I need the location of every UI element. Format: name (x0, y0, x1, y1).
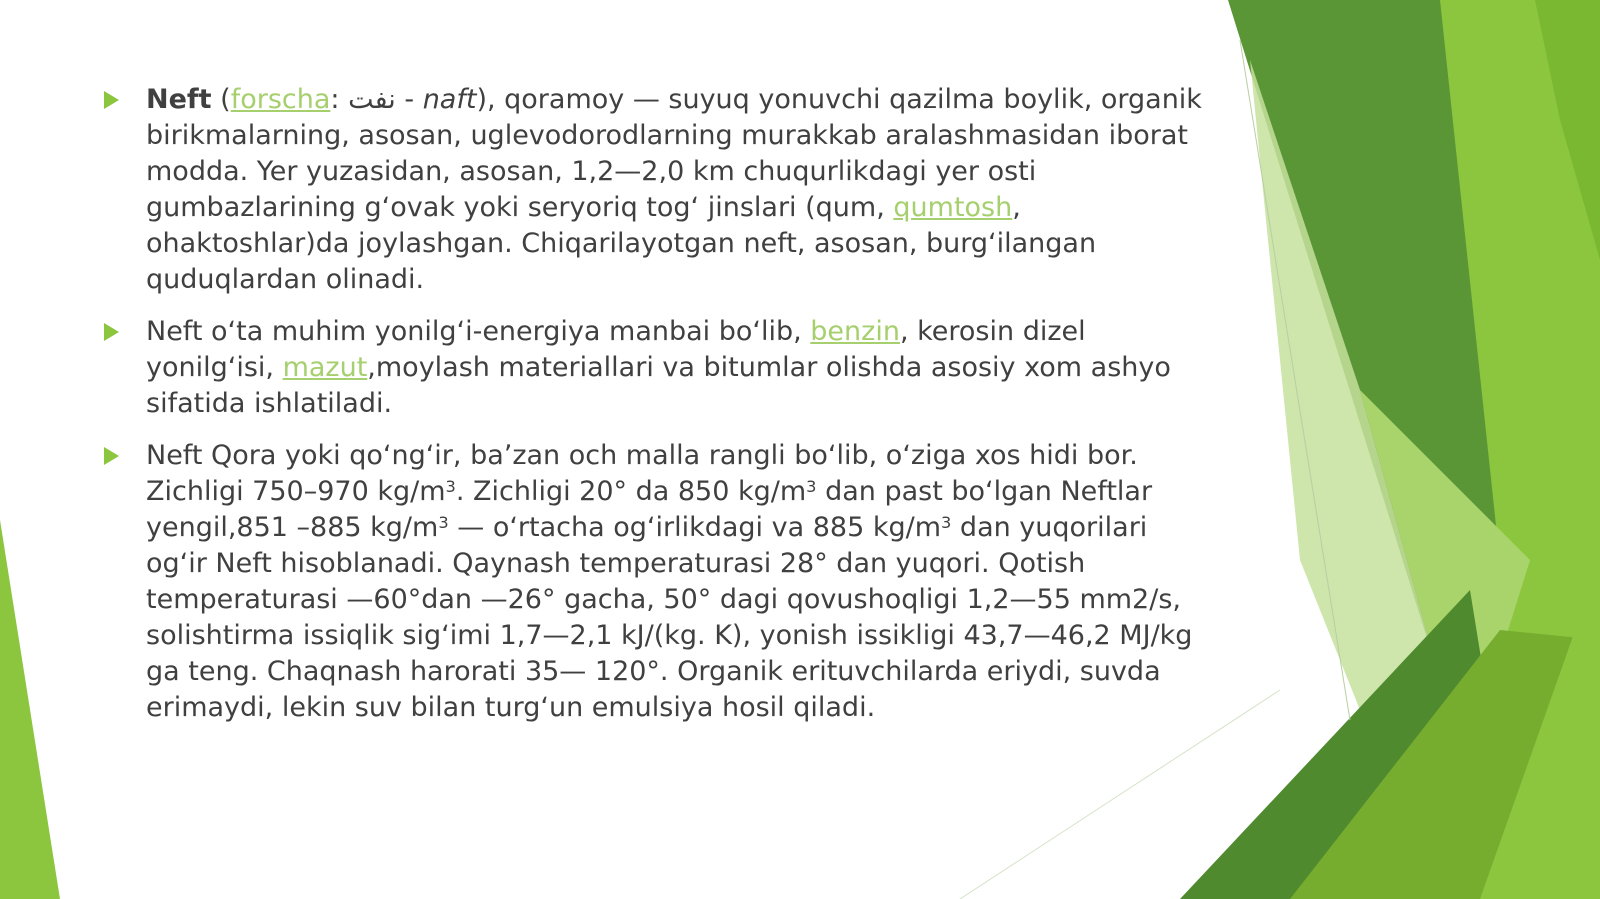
link-benzin[interactable]: benzin (810, 316, 900, 347)
translit-naft: naft (422, 84, 477, 115)
bullet-arrow-icon (104, 447, 119, 465)
bullet-arrow-icon (104, 91, 119, 109)
paragraph-2: Neft oʻta muhim yonilgʻi-energiya manbai boʻlib, benzin, kerosin dizel yonilgʻisi, mazut,moylash materiallari va bitumlar olishda asosiy xom ashyo sifatida ishlatiladi. (100, 314, 1210, 422)
arabic-word: نفت (348, 84, 396, 115)
link-mazut[interactable]: mazut (282, 352, 368, 383)
paragraph-3: Neft Qora yoki qoʻngʻir, baʼzan och malla rangli boʻlib, oʻziga xos hidi bor. Zichligi 750–970 $kg/m^3$. Zichligi 20° da 850 $kg/m^3$ dan past boʻlgan Neftlar yengil,851 –885 $kg/m^3$ — oʻrtacha ogʻirlikdagi va 885 $kg/m^3$ dan yuqorilari ogʻir Neft hisoblanadi. Qaynash temperaturasi 28° dan yuqori. Qotish temperaturasi —60°dan —26° gacha, 50° dagi qovushoqligi 1,2—55 mm2/s, solishtirma issiqlik sigʻimi 1,7—2,1 kJ/(kg. K), yonish issikligi 43,7—46,2 MJ/kg ga teng. Chaqnash harorati 35— 120°. Organik erituvchilarda eriydi, suvda erimaydi, lekin suv bilan turgʻun emulsiya hosil qiladi. (100, 438, 1210, 726)
slide-content (100, 82, 1210, 742)
link-qumtosh[interactable]: qumtosh (893, 192, 1013, 223)
bullet-arrow-icon (104, 323, 119, 341)
paragraph-1: Neft (forscha: نفت - naft), qoramoy — suyuq yonuvchi qazilma boylik, organik birikmalarning, asosan, uglevodorodlarning murakkab aralashmasidan iborat modda. Yer yuzasidan, asosan, 1,2—2,0 km chuqurlikdagi yer osti gumbazlarining gʻovak yoki seryoriq togʻ jinslari (qum, qumtosh, ohaktoshlar)da joylashgan. Chiqarilayotgan neft, asosan, burgʻilangan quduqlardan olinadi. (100, 82, 1210, 298)
left-green-facet (0, 520, 60, 899)
link-forscha[interactable]: forscha (230, 84, 331, 115)
term-neft: Neft (146, 84, 212, 115)
